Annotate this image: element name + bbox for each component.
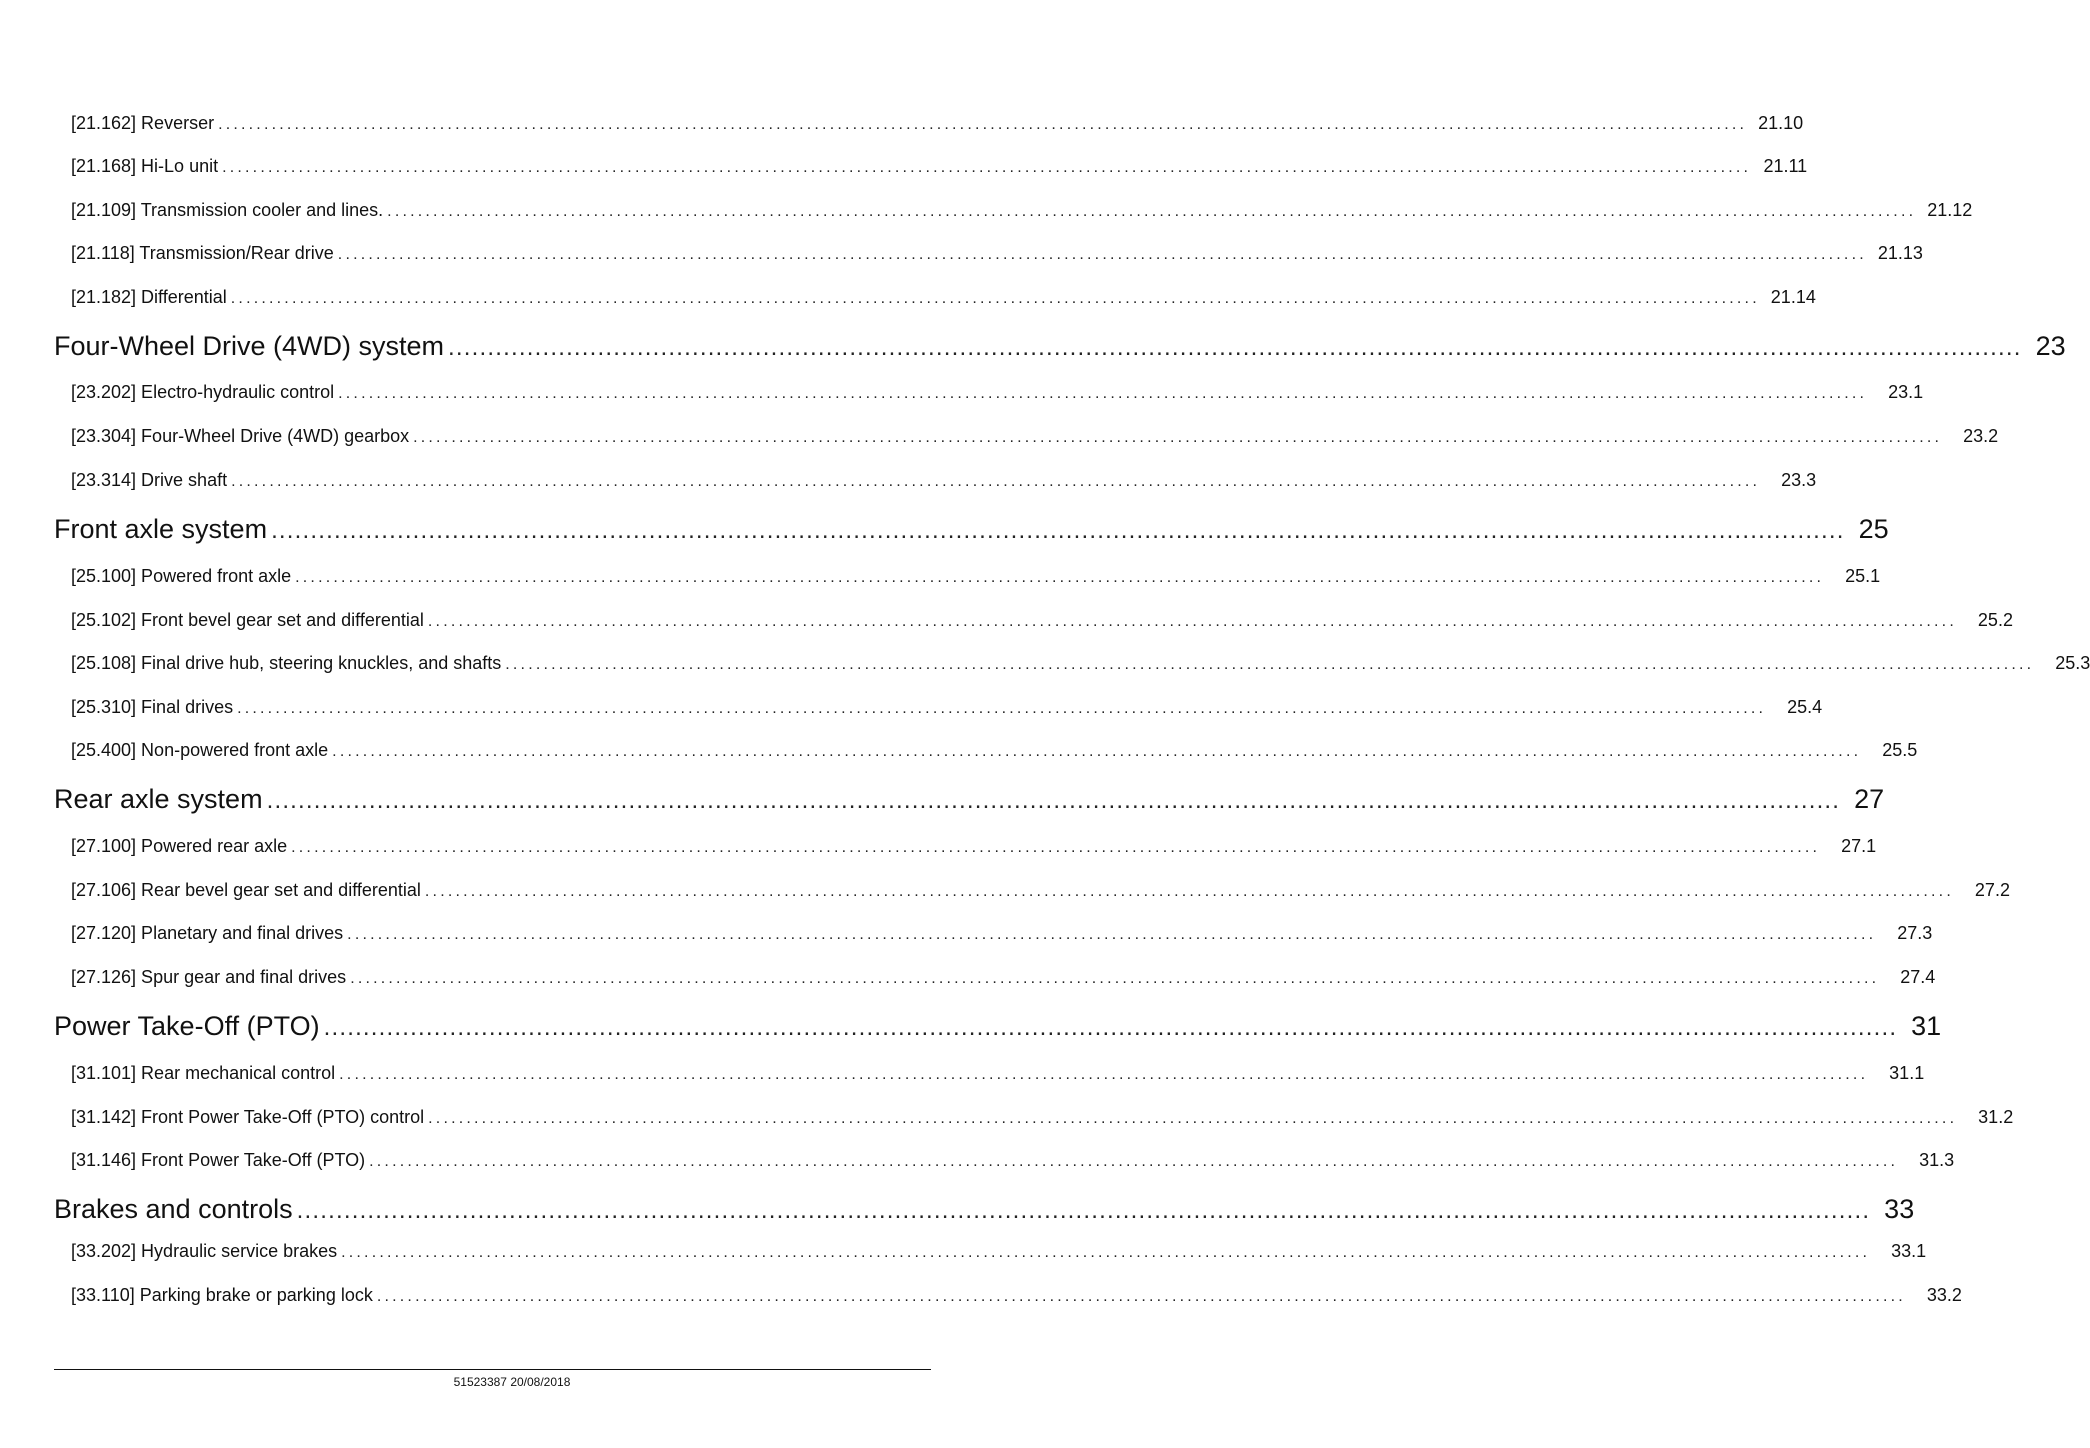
dot-leader: ........................................................................................................................................................................................................ [387, 203, 1917, 220]
toc-page-number: 33.1 [1891, 1241, 1927, 1261]
toc-entry[interactable] [71, 287, 1816, 308]
toc-page-number: 25.5 [1882, 740, 1918, 760]
toc-entry-title: [33.202] Hydraulic service brakes [71, 1241, 338, 1261]
toc-page-number: 27.2 [1974, 880, 2010, 900]
toc-entry-title: [21.168] Hi-Lo unit [71, 156, 219, 176]
toc-page-number: 25.2 [1977, 610, 2013, 630]
dot-leader: ........................................................................................................................................................................................................ [347, 926, 1877, 943]
toc-section-entry[interactable] [54, 1011, 1942, 1042]
dot-leader: ........................................................................................................................................................................................................ [505, 656, 2035, 673]
toc-page-number: 25.4 [1787, 697, 1823, 717]
dot-leader: ........................................................................................................................................................................................................ [237, 700, 1767, 717]
dot-leader: ........................................................................................................................................................................................................ [323, 1014, 1898, 1041]
toc-entry-title: [31.146] Front Power Take-Off (PTO) [71, 1150, 366, 1170]
toc-entry-title: [23.314] Drive shaft [71, 470, 228, 490]
dot-leader: ........................................................................................................................................................................................................ [231, 473, 1761, 490]
dot-leader: ........................................................................................................................................................................................................ [338, 385, 1868, 402]
toc-page-number: 25.1 [1845, 566, 1881, 586]
toc-page-number: 31 [1911, 1011, 1942, 1041]
toc-entry-title: [25.400] Non-powered front axle [71, 740, 329, 760]
dot-leader: ........................................................................................................................................................................................................ [296, 1197, 1871, 1224]
toc-entry[interactable] [71, 243, 1923, 264]
toc-entry[interactable] [71, 653, 2090, 674]
toc-page-number: 21.12 [1927, 200, 1973, 220]
toc-page-number: 23.2 [1963, 426, 1999, 446]
toc-entry[interactable] [71, 697, 1823, 718]
footer-divider [54, 1369, 931, 1370]
toc-entry-title: [31.101] Rear mechanical control [71, 1063, 336, 1083]
toc-entry[interactable] [71, 426, 1999, 447]
toc-page-number: 31.2 [1978, 1107, 2014, 1127]
toc-entry-title: [25.100] Powered front axle [71, 566, 292, 586]
footer-document-info: 51523387 20/08/2018 [453, 1375, 571, 1389]
toc-entry-title: [31.142] Front Power Take-Off (PTO) control [71, 1107, 425, 1127]
toc-page-number: 25 [1858, 514, 1889, 544]
toc-entry[interactable] [71, 836, 1877, 857]
toc-entry[interactable] [71, 610, 2013, 631]
toc-entry[interactable] [71, 1241, 1927, 1262]
toc-entry[interactable] [71, 382, 1924, 403]
toc-page-number: 21.10 [1758, 113, 1804, 133]
dot-leader: ........................................................................................................................................................................................................ [448, 334, 2022, 361]
toc-entry[interactable] [71, 1107, 2014, 1128]
toc-entry[interactable] [71, 880, 2010, 901]
toc-page-number: 27.3 [1897, 923, 1933, 943]
dot-leader: ........................................................................................................................................................................................................ [428, 1110, 1958, 1127]
dot-leader: ........................................................................................................................................................................................................ [350, 970, 1880, 987]
dot-leader: ........................................................................................................................................................................................................ [376, 1288, 1906, 1305]
dot-leader: ........................................................................................................................................................................................................ [413, 429, 1943, 446]
toc-page-number: 21.13 [1877, 243, 1923, 263]
toc-entry-title: [33.110] Parking brake or parking lock [71, 1285, 373, 1305]
toc-entry[interactable] [71, 470, 1817, 491]
toc-entry[interactable] [71, 156, 1808, 177]
toc-entry[interactable] [71, 967, 1936, 988]
toc-entry[interactable] [71, 1063, 1925, 1084]
toc-section-entry[interactable] [54, 784, 1885, 815]
toc-section-title: Brakes and controls [54, 1194, 293, 1224]
toc-entry-title: [25.310] Final drives [71, 697, 234, 717]
toc-page-number: 31.3 [1919, 1150, 1955, 1170]
toc-entry[interactable] [71, 113, 1804, 134]
toc-section-entry[interactable] [54, 514, 1889, 545]
toc-entry-title: [21.109] Transmission cooler and lines. [71, 200, 384, 220]
toc-section-title: Front axle system [54, 514, 268, 544]
toc-page-number: 23 [2035, 331, 2066, 361]
toc-entry[interactable] [71, 200, 1973, 221]
dot-leader: ........................................................................................................................................................................................................ [427, 613, 1957, 630]
dot-leader: ........................................................................................................................................................................................................ [337, 246, 1867, 263]
toc-entry-title: [25.108] Final drive hub, steering knuckles, and shafts [71, 653, 502, 673]
toc-entry-title: [21.162] Reverser [71, 113, 215, 133]
toc-page-number: 27 [1854, 784, 1885, 814]
toc-entry[interactable] [71, 923, 1933, 944]
toc-page-number: 27.1 [1841, 836, 1877, 856]
toc-page-number: 21.14 [1770, 287, 1816, 307]
toc-page-number: 21.11 [1763, 156, 1808, 176]
toc-section-title: Four-Wheel Drive (4WD) system [54, 331, 445, 361]
toc-entry[interactable] [71, 1150, 1955, 1171]
toc-entry-title: [23.202] Electro-hydraulic control [71, 382, 335, 402]
toc-entry-title: [21.118] Transmission/Rear drive [71, 243, 334, 263]
toc-entry-title: [25.102] Front bevel gear set and differential [71, 610, 424, 630]
dot-leader: ........................................................................................................................................................................................................ [341, 1244, 1871, 1261]
dot-leader: ........................................................................................................................................................................................................ [295, 569, 1825, 586]
toc-entry-title: [27.100] Powered rear axle [71, 836, 288, 856]
toc-page-number: 23.1 [1888, 382, 1924, 402]
toc-page-number: 31.1 [1889, 1063, 1925, 1083]
toc-entry-title: [27.120] Planetary and final drives [71, 923, 344, 943]
dot-leader: ........................................................................................................................................................................................................ [230, 290, 1760, 307]
toc-entry-title: [27.126] Spur gear and final drives [71, 967, 347, 987]
toc-page-number: 27.4 [1900, 967, 1936, 987]
dot-leader: ........................................................................................................................................................................................................ [222, 159, 1752, 176]
toc-entry[interactable] [71, 566, 1881, 587]
dot-leader: ........................................................................................................................................................................................................ [291, 839, 1821, 856]
toc-section-title: Power Take-Off (PTO) [54, 1011, 320, 1041]
toc-page-number: 23.3 [1781, 470, 1817, 490]
toc-section-entry[interactable] [54, 1194, 1915, 1225]
dot-leader: ........................................................................................................................................................................................................ [218, 116, 1748, 133]
dot-leader: ........................................................................................................................................................................................................ [369, 1153, 1899, 1170]
toc-entry[interactable] [71, 1285, 1962, 1306]
dot-leader: ........................................................................................................................................................................................................ [424, 883, 1954, 900]
toc-page-number: 33 [1884, 1194, 1915, 1224]
toc-entry-title: [27.106] Rear bevel gear set and differential [71, 880, 421, 900]
dot-leader: ........................................................................................................................................................................................................ [271, 517, 1845, 544]
dot-leader: ........................................................................................................................................................................................................ [332, 743, 1862, 760]
toc-section-entry[interactable] [54, 331, 2066, 362]
toc-entry[interactable] [71, 740, 1918, 761]
toc-entry-title: [23.304] Four-Wheel Drive (4WD) gearbox [71, 426, 410, 446]
toc-entry-title: [21.182] Differential [71, 287, 227, 307]
toc-page-number: 25.3 [2055, 653, 2090, 673]
dot-leader: ........................................................................................................................................................................................................ [266, 787, 1841, 814]
dot-leader: ........................................................................................................................................................................................................ [339, 1066, 1869, 1083]
toc-page-number: 33.2 [1926, 1285, 1962, 1305]
toc-section-title: Rear axle system [54, 784, 263, 814]
